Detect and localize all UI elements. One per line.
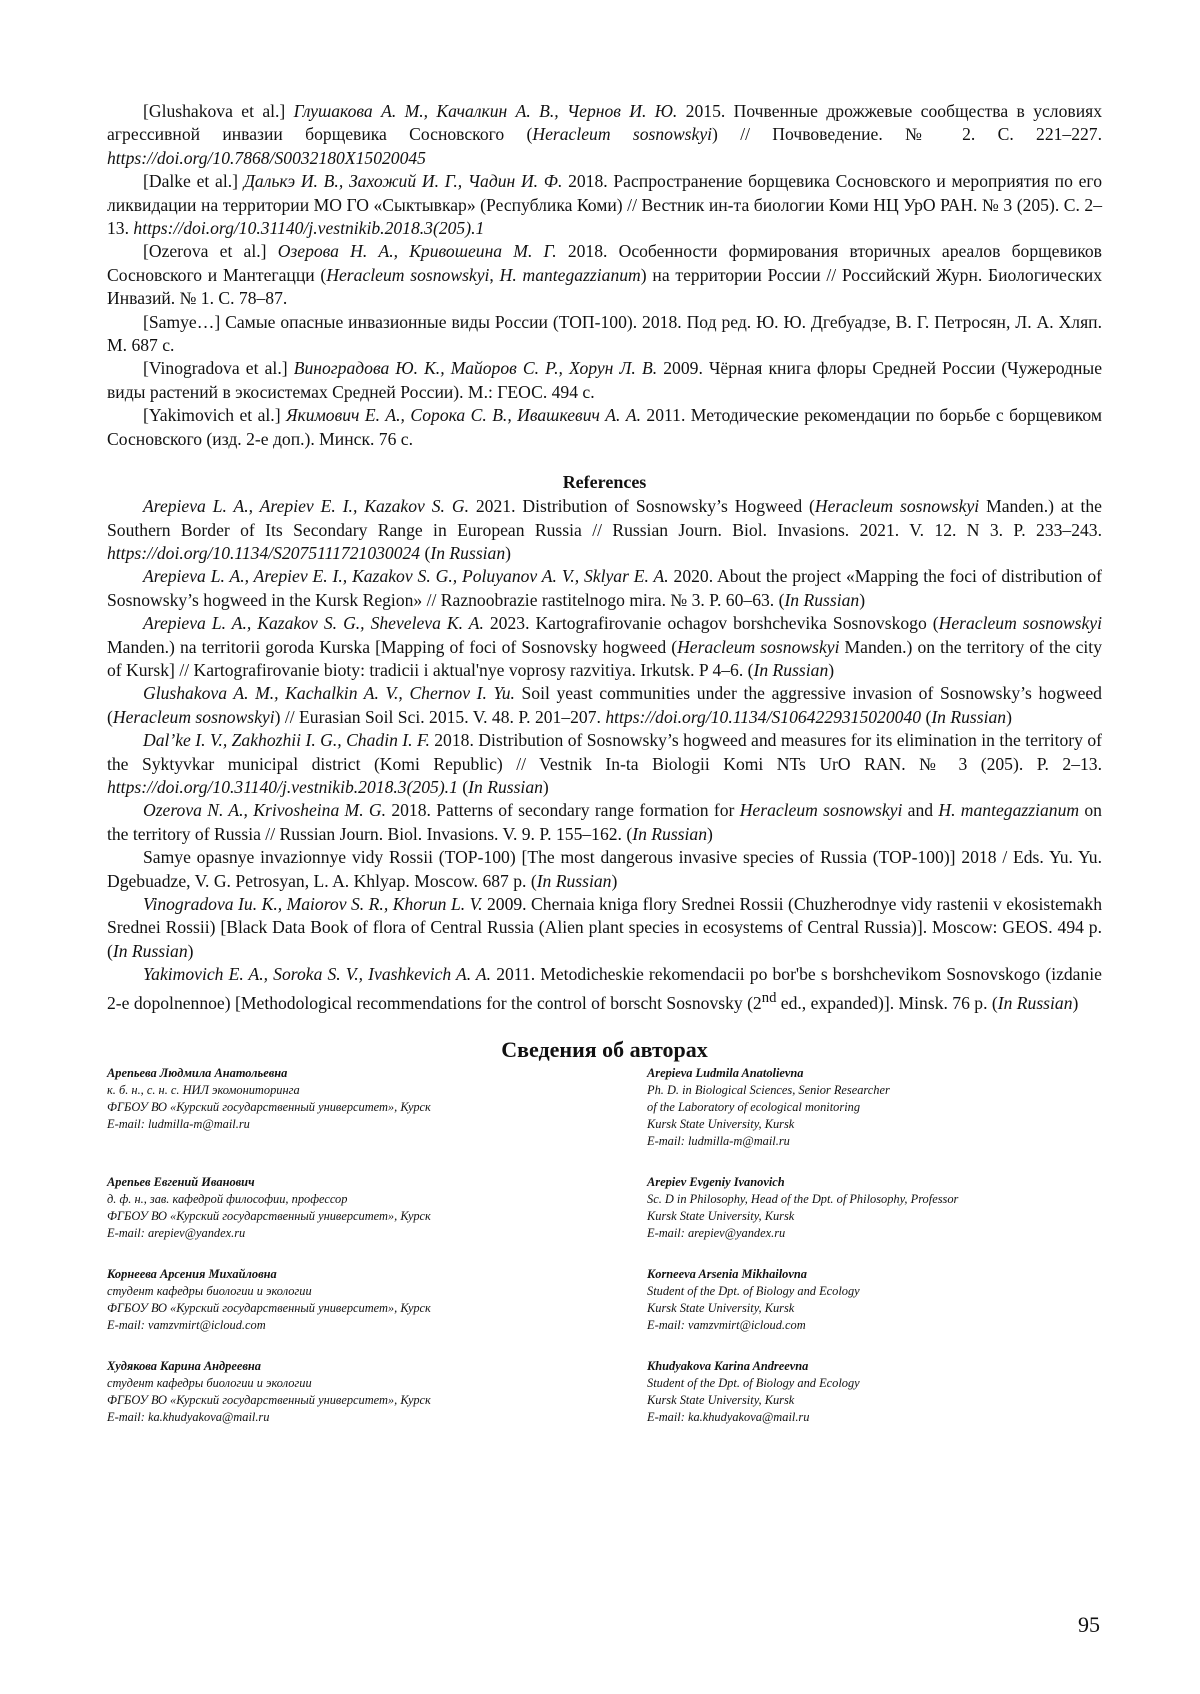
- ref-text: ed., expanded)]. Minsk. 76 p. (: [776, 992, 997, 1012]
- ref-authors: Vinogradova Iu. K., Maiorov S. R., Khorun L. V.: [143, 894, 483, 914]
- author-name: Arepieva Ludmila Anatolievna: [647, 1065, 1102, 1082]
- ref-text: 2021. Distribution of Sosnowsky’s Hogweed (: [469, 496, 815, 516]
- ref-authors: Arepieva L. A., Arepiev E. I., Kazakov S. G., Poluyanov A. V., Sklyar E. A.: [143, 566, 669, 586]
- ref-doi: https://doi.org/10.31140/j.vestnikib.2018.3(205).1: [107, 777, 458, 797]
- ref-text: 2018. Распространение борщевика Сосновского и мероприятия по его ликвидации на территории МО ГО «Сыктывкар» (Республика Коми) // Вестник ин-та биологии Коми НЦ УрО РАН. № 3 (205). С. 2–13.: [107, 171, 1102, 238]
- author-affiliation: Kursk State University, Kursk: [647, 1208, 1102, 1225]
- ref-authors: Dal’ke I. V., Zakhozhii I. G., Chadin I. F.: [143, 730, 430, 750]
- ref-text: 2011. Методические рекомендации по борьбе с борщевиком Сосновского (изд. 2-е доп.). Минск. 76 с.: [107, 405, 1102, 448]
- ref-italic: H. mantegazzianum: [938, 800, 1079, 820]
- author-email: E-mail: arepiev@yandex.ru: [107, 1225, 647, 1242]
- author-email: E-mail: arepiev@yandex.ru: [647, 1225, 1102, 1242]
- author-ru: [107, 1266, 647, 1334]
- ref-tag: [Glushakova et al.]: [143, 101, 294, 121]
- reference-entry: [107, 357, 1102, 404]
- ref-tag: [Samye…]: [143, 312, 225, 332]
- ref-text: ): [828, 660, 834, 680]
- ref-tag: [Dalke et al.]: [143, 171, 244, 191]
- ref-text: Manden.) on the territory of the city of Kursk] // Kartografirovanie bioty: tradicii i aktual'nye voprosy razvitiya. Irkutsk. P 4–6. (: [107, 637, 1102, 680]
- ref-text: ) // Eurasian Soil Sci. 2015. V. 48. P. 201–207.: [275, 707, 606, 727]
- ref-language: In Russian: [632, 824, 707, 844]
- ref-language: In Russian: [753, 660, 828, 680]
- author-email: E-mail: ludmilla-m@mail.ru: [107, 1116, 647, 1133]
- ref-language: In Russian: [931, 707, 1006, 727]
- ref-language: In Russian: [468, 777, 543, 797]
- ref-text: ): [859, 590, 865, 610]
- reference-entry: [107, 846, 1102, 893]
- ref-authors: Глушакова А. М., Качалкин А. В., Чернов И. Ю.: [294, 101, 678, 121]
- ref-authors: Якимович Е. А., Сорока С. В., Ивашкевич А. А.: [286, 405, 641, 425]
- ref-text: ): [611, 871, 617, 891]
- author-affiliation: д. ф. н., зав. кафедрой философии, профессор: [107, 1191, 647, 1208]
- ref-language: In Russian: [998, 992, 1073, 1012]
- ref-text: 2015. Почвенные дрожжевые сообщества в условиях агрессивной инвазии борщевика Сосновского (: [107, 101, 1102, 144]
- author-email: E-mail: ka.khudyakova@mail.ru: [647, 1409, 1102, 1426]
- ref-text: (: [458, 777, 468, 797]
- author-affiliation: ФГБОУ ВО «Курский государственный университет», Курск: [107, 1300, 647, 1317]
- ref-doi: https://doi.org/10.7868/S0032180X15020045: [107, 148, 426, 168]
- author-name: Khudyakova Karina Andreevna: [647, 1358, 1102, 1375]
- ref-text: ): [1073, 992, 1079, 1012]
- ref-language: In Russian: [537, 871, 612, 891]
- reference-entry: [107, 799, 1102, 846]
- author-affiliation: Kursk State University, Kursk: [647, 1392, 1102, 1409]
- references-russian: [107, 100, 1102, 451]
- author-en: [647, 1358, 1102, 1426]
- ref-text: ) на территории России // Российский Журн. Биологических Инвазий. № 1. С. 78–87.: [107, 265, 1102, 308]
- author-email: E-mail: vamzvmirt@icloud.com: [107, 1317, 647, 1334]
- ref-text: 2020. About the project «Mapping the foci of distribution of Sosnowsky’s hogweed in the Kursk Region» // Raznoobrazie rastitelnogo mira. № 3. P. 60–63. (: [107, 566, 1102, 609]
- ref-authors: Далькэ И. В., Захожий И. Г., Чадин И. Ф.: [244, 171, 563, 191]
- author-affiliation: ФГБОУ ВО «Курский государственный университет», Курск: [107, 1392, 647, 1409]
- author-name: Korneeva Arsenia Mikhailovna: [647, 1266, 1102, 1283]
- author-affiliation: Student of the Dpt. of Biology and Ecology: [647, 1375, 1102, 1392]
- ref-italic: Heracleum sosnowskyi: [326, 265, 489, 285]
- ref-language: In Russian: [430, 543, 505, 563]
- ref-italic: Heracleum sosnowskyi: [939, 613, 1102, 633]
- author-affiliation: ФГБОУ ВО «Курский государственный университет», Курск: [107, 1208, 647, 1225]
- ref-authors: Glushakova A. M., Kachalkin A. V., Chernov I. Yu.: [143, 683, 515, 703]
- author-email: E-mail: ka.khudyakova@mail.ru: [107, 1409, 647, 1426]
- author-affiliation: студент кафедры биологии и экологии: [107, 1283, 647, 1300]
- author-name: Худякова Карина Андреевна: [107, 1358, 647, 1375]
- ref-text: 2018. Distribution of Sosnowsky’s hogweed and measures for its elimination in the territory of the Syktyvkar municipal district (Komi Republic) // Vestnik In-ta Biologii Komi NTs UrO RAN. № 3 (205). P. 2–13.: [107, 730, 1102, 773]
- ref-italic: Heracleum sosnowskyi: [532, 124, 712, 144]
- ref-tag: [Ozerova et al.]: [143, 241, 278, 261]
- author-affiliation: Sc. D in Philosophy, Head of the Dpt. of Philosophy, Professor: [647, 1191, 1102, 1208]
- author-affiliation: Student of the Dpt. of Biology and Ecology: [647, 1283, 1102, 1300]
- page-number: 95: [1078, 1612, 1100, 1638]
- ref-text: 2018. Особенности формирования вторичных ареалов борщевиков Сосновского и Мантегацци (: [107, 241, 1102, 284]
- ref-authors: Ozerova N. A., Krivosheina M. G.: [143, 800, 386, 820]
- ref-italic: Heracleum sosnowskyi: [677, 637, 839, 657]
- author-affiliation: к. б. н., с. н. с. НИЛ экомониторинга: [107, 1082, 647, 1099]
- author-en: [647, 1174, 1102, 1242]
- ref-tag: [Yakimovich et al.]: [143, 405, 286, 425]
- ref-language: In Russian: [113, 941, 188, 961]
- author-email: E-mail: vamzvmirt@icloud.com: [647, 1317, 1102, 1334]
- ref-text: ): [188, 941, 194, 961]
- authors-info: [107, 1065, 1102, 1450]
- ref-text: ): [543, 777, 549, 797]
- reference-entry: [107, 963, 1102, 1015]
- reference-entry: [107, 170, 1102, 240]
- ref-text: and: [902, 800, 938, 820]
- ref-authors: Arepieva L. A., Arepiev E. I., Kazakov S. G.: [143, 496, 469, 516]
- authors-heading: Сведения об авторах: [107, 1037, 1102, 1063]
- author-ru: [107, 1358, 647, 1426]
- ref-text: 2009. Чёрная книга флоры Средней России (Чужеродные виды растений в экосистемах Средней России). М.: ГЕОС. 494 с.: [107, 358, 1102, 401]
- ref-authors: Озерова Н. А., Кривошеина М. Г.: [278, 241, 557, 261]
- author-name: Арепьева Людмила Анатольевна: [107, 1065, 647, 1082]
- ref-text: (: [420, 543, 430, 563]
- ref-text: Soil yeast communities under the aggressive invasion of Sosnowsky’s hogweed (: [107, 683, 1102, 726]
- ref-italic: Heracleum sosnowskyi: [113, 707, 275, 727]
- references-english: [107, 495, 1102, 1015]
- author-affiliation: of the Laboratory of ecological monitoring: [647, 1099, 1102, 1116]
- ref-doi: https://doi.org/10.31140/j.vestnikib.2018.3(205).1: [133, 218, 484, 238]
- reference-entry: [107, 893, 1102, 963]
- references-heading: References: [107, 471, 1102, 493]
- ref-italic: Heracleum sosnowskyi: [815, 496, 979, 516]
- ref-text: Manden.) na territorii goroda Kurska [Mapping of foci of Sosnovsky hogweed (: [107, 637, 677, 657]
- author-ru: [107, 1174, 647, 1242]
- author-affiliation: студент кафедры биологии и экологии: [107, 1375, 647, 1392]
- reference-entry: [107, 404, 1102, 451]
- ref-tag: [Vinogradova et al.]: [143, 358, 294, 378]
- ref-text: ): [505, 543, 511, 563]
- reference-entry: [107, 729, 1102, 799]
- reference-entry: [107, 682, 1102, 729]
- reference-entry: [107, 100, 1102, 170]
- reference-entry: [107, 495, 1102, 565]
- author-name: Корнеева Арсения Михайловна: [107, 1266, 647, 1283]
- ref-text: 2011. Metodicheskie rekomendacii po bor'be s borshchevikom Sosnovskogo (izdanie 2-e dopolnennoe) [Methodological recommendations for the control of borscht Sosnovsky (2: [107, 964, 1102, 1012]
- ref-doi: https://doi.org/10.1134/S1064229315020040: [605, 707, 921, 727]
- ref-sup: nd: [762, 990, 777, 1006]
- ref-doi: https://doi.org/10.1134/S2075111721030024: [107, 543, 420, 563]
- author-en: [647, 1065, 1102, 1150]
- ref-authors: Yakimovich E. A., Soroka S. V., Ivashkevich A. A.: [143, 964, 491, 984]
- reference-entry: [107, 311, 1102, 358]
- ref-text: Самые опасные инвазионные виды России (ТОП-100). 2018. Под ред. Ю. Ю. Дгебуадзе, В. Г. Петросян, Л. А. Хляп. М. 687 с.: [107, 312, 1102, 355]
- author-affiliation: Kursk State University, Kursk: [647, 1116, 1102, 1133]
- ref-text: ) // Почвоведение. № 2. С. 221–227.: [712, 124, 1102, 144]
- ref-authors: Arepieva L. A., Kazakov S. G., Sheveleva K. A.: [143, 613, 484, 633]
- author-en: [647, 1266, 1102, 1334]
- ref-italic: Heracleum sosnowskyi: [740, 800, 903, 820]
- ref-text: ,: [489, 265, 499, 285]
- reference-entry: [107, 240, 1102, 310]
- author-name: Арепьев Евгений Иванович: [107, 1174, 647, 1191]
- reference-entry: [107, 565, 1102, 612]
- author-email: E-mail: ludmilla-m@mail.ru: [647, 1133, 1102, 1150]
- author-affiliation: Ph. D. in Biological Sciences, Senior Researcher: [647, 1082, 1102, 1099]
- ref-language: In Russian: [784, 590, 859, 610]
- author-affiliation: Kursk State University, Kursk: [647, 1300, 1102, 1317]
- ref-text: Samye opasnye invazionnye vidy Rossii (TOP-100) [The most dangerous invasive species of Russia (TOP-100)] 2018 / Eds. Yu. Yu. Dgebuadze, V. G. Petrosyan, L. A. Khlyap. Moscow. 687 p. (: [107, 847, 1102, 890]
- ref-text: ): [1006, 707, 1012, 727]
- author-ru: [107, 1065, 647, 1150]
- ref-italic: H. mantegazzianum: [500, 265, 641, 285]
- reference-entry: [107, 612, 1102, 682]
- page-content: [107, 100, 1102, 1450]
- author-name: Arepiev Evgeniy Ivanovich: [647, 1174, 1102, 1191]
- ref-text: (: [921, 707, 931, 727]
- ref-text: 2009. Chernaia kniga flory Srednei Rossii (Chuzherodnye vidy rastenii v ekosistemakh Srednei Rossii) [Black Data Book of flora of Central Russia (Alien plant species in ecosystems of Central Russia)]. Moscow: GEOS. 494 p. (: [107, 894, 1102, 961]
- ref-text: 2018. Patterns of secondary range formation for: [386, 800, 740, 820]
- ref-text: ): [707, 824, 713, 844]
- ref-text: on the territory of Russia // Russian Journ. Biol. Invasions. V. 9. P. 155–162. (: [107, 800, 1102, 843]
- ref-authors: Виноградова Ю. К., Майоров С. Р., Хорун Л. В.: [294, 358, 657, 378]
- author-affiliation: ФГБОУ ВО «Курский государственный университет», Курск: [107, 1099, 647, 1116]
- ref-text: Manden.) at the Southern Border of Its Secondary Range in European Russia // Russian Journ. Biol. Invasions. 2021. V. 12. N 3. P. 233–243.: [107, 496, 1102, 539]
- ref-text: 2023. Kartografirovanie ochagov borshchevika Sosnovskogo (: [484, 613, 939, 633]
